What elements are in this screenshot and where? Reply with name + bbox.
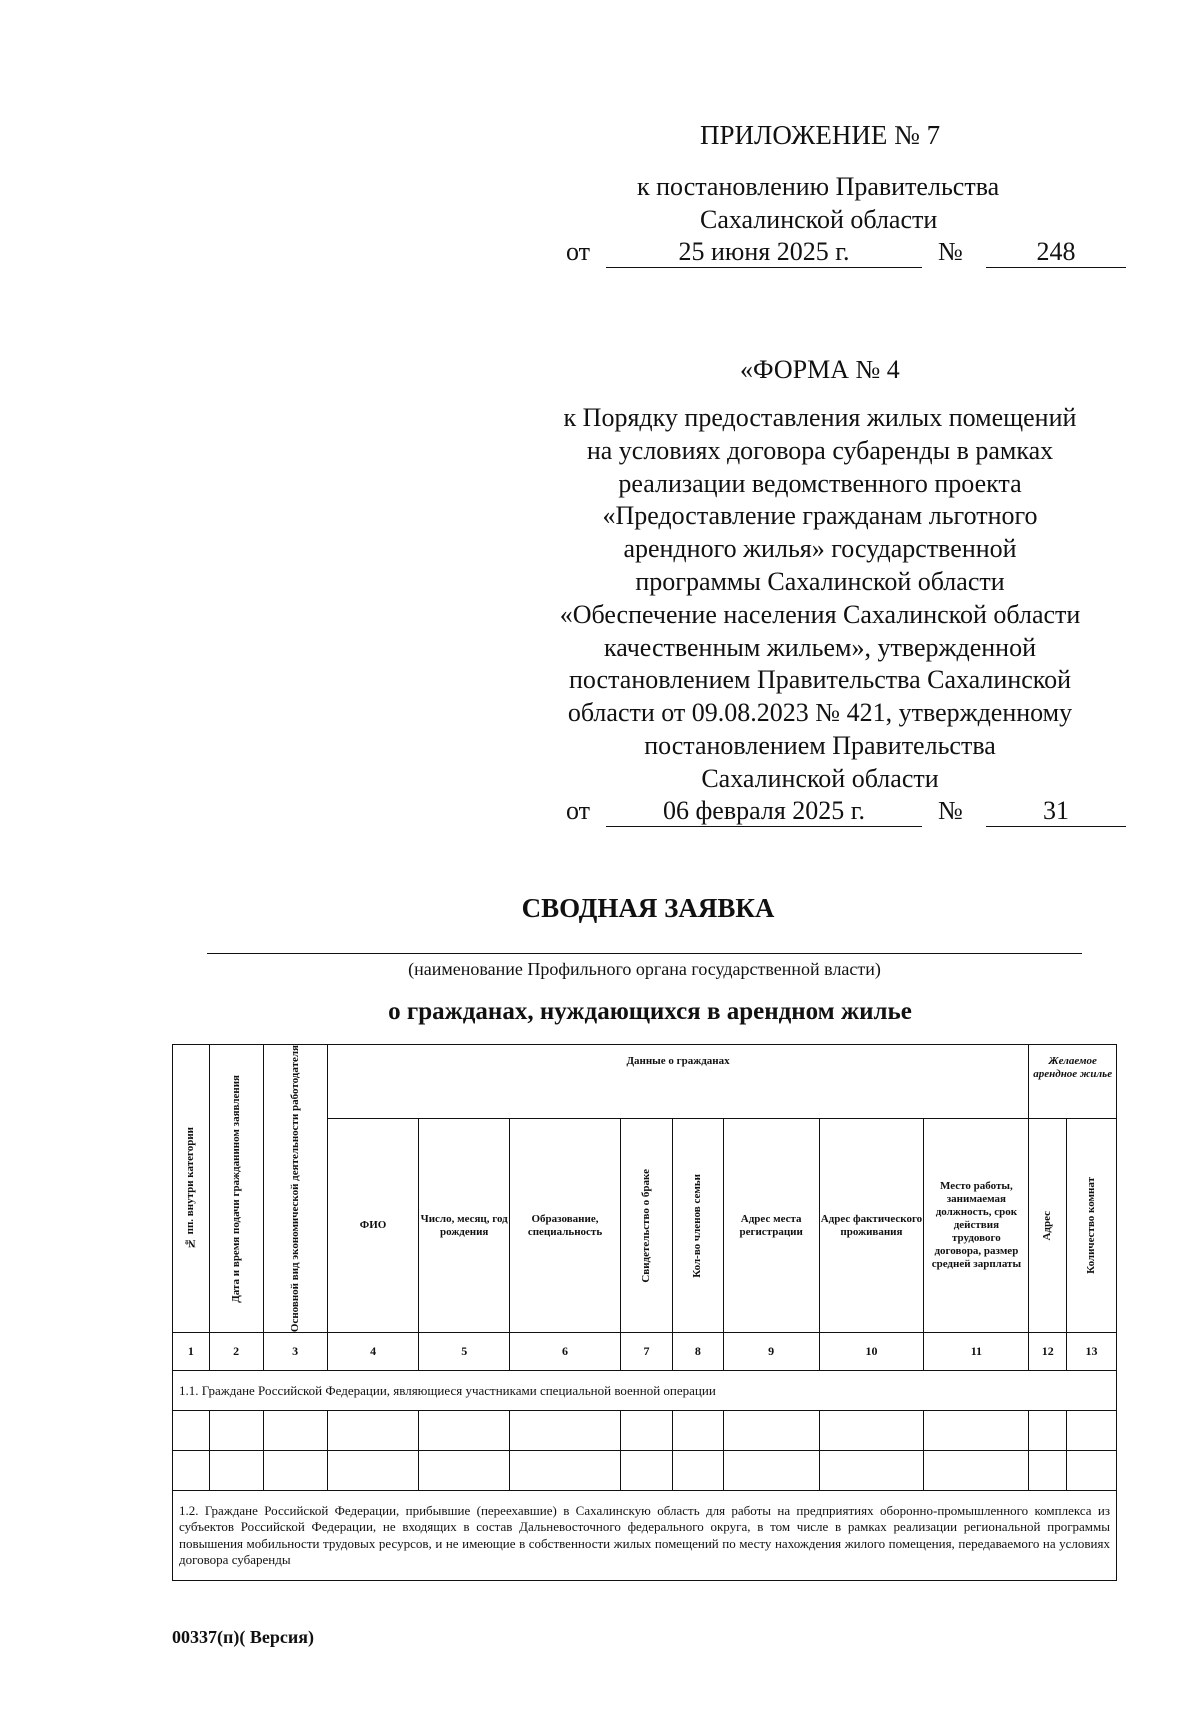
table-cell <box>327 1451 419 1491</box>
col-number: 2 <box>209 1333 263 1371</box>
header-activity: Основной вид экономической деятельности работодателя <box>263 1045 327 1333</box>
header-registration: Адрес места регистрации <box>723 1119 819 1333</box>
header-marriage: Свидетельство о браке <box>620 1119 672 1333</box>
decree-line-2: Сахалинской области <box>700 205 938 234</box>
col-number: 1 <box>173 1333 210 1371</box>
header-education: Образование, специальность <box>510 1119 621 1333</box>
col-number: 11 <box>924 1333 1029 1371</box>
form-description-line: к Порядку предоставления жилых помещений <box>563 403 1077 432</box>
date-prefix: от <box>566 237 591 266</box>
decree-date-row <box>566 237 1116 271</box>
date-prefix: от <box>566 796 591 825</box>
table-cell <box>819 1451 924 1491</box>
table-cell <box>723 1411 819 1451</box>
table-cell <box>924 1451 1029 1491</box>
table-cell <box>419 1451 510 1491</box>
table-cell <box>723 1451 819 1491</box>
application-table <box>172 1044 1117 1581</box>
table-cell <box>419 1411 510 1451</box>
header-citizens-group: Данные о гражданах <box>327 1045 1029 1119</box>
header-family: Кол-во членов семьи <box>672 1119 723 1333</box>
col-number: 12 <box>1029 1333 1067 1371</box>
form-description-line: на условиях договора субаренды в рамках <box>586 435 1054 465</box>
number-label: № <box>938 796 963 825</box>
form-date-row <box>566 796 1116 830</box>
table-cell <box>209 1451 263 1491</box>
main-title: СВОДНАЯ ЗАЯВКА <box>521 893 775 923</box>
section-2-heading: 1.2. Граждане Российской Федерации, прибывшие (переехавшие) в Сахалинскую область для работы на предприятиях оборонно-промышленного комплекса из субъектов Российской Федерации, не входящих в состав Дальневосточного федерального округа, в том числе в рамках реализации региональной программы повышения мобильности трудовых ресурсов, и не имеющие в собственности жилых помещений по месту нахождения жилого помещения, передаваемого на условиях договора субаренды <box>173 1491 1117 1581</box>
header-address: Адрес <box>1029 1119 1067 1333</box>
col-number: 7 <box>620 1333 672 1371</box>
subtitle: о гражданах, нуждающихся в арендном жилье <box>388 998 912 1025</box>
col-number: 5 <box>419 1333 510 1371</box>
form-number: 31 <box>986 796 1126 827</box>
table-row <box>173 1411 1117 1451</box>
form-description-line: постановлением Правительства Сахалинской <box>569 665 1071 695</box>
table-cell <box>672 1411 723 1451</box>
table-cell <box>510 1411 621 1451</box>
form-description-line: качественным жильем», утвержденной <box>603 632 1037 662</box>
table-cell <box>173 1411 210 1451</box>
form-description-line: «Обеспечение населения Сахалинской области <box>559 599 1081 629</box>
table-cell <box>620 1451 672 1491</box>
section-1-heading: 1.1. Граждане Российской Федерации, являющиеся участниками специальной военной операции <box>173 1371 1117 1411</box>
col-number: 3 <box>263 1333 327 1371</box>
table-cell <box>173 1451 210 1491</box>
table-cell <box>1029 1451 1067 1491</box>
table-cell <box>1067 1411 1117 1451</box>
form-description-line: арендного жилья» государственной <box>623 534 1017 564</box>
col-number: 8 <box>672 1333 723 1371</box>
header-rooms: Количество комнат <box>1067 1119 1117 1333</box>
table-row <box>173 1451 1117 1491</box>
header-actual-address: Адрес фактического проживания <box>819 1119 924 1333</box>
header-housing-group: Желаемое арендное жилье <box>1029 1045 1117 1119</box>
table-cell <box>510 1451 621 1491</box>
header-date: Дата и время подачи гражданином заявления <box>209 1045 263 1333</box>
form-description-line: Сахалинской области <box>701 763 939 793</box>
document-version-code: 00337(п)( Версия) <box>172 1627 314 1647</box>
number-label: № <box>938 237 963 266</box>
form-description-line: постановлением Правительства <box>644 730 996 760</box>
table-cell <box>672 1451 723 1491</box>
table-cell <box>620 1411 672 1451</box>
form-description <box>520 402 1120 796</box>
table-cell <box>1029 1411 1067 1451</box>
appendix-title: ПРИЛОЖЕНИЕ № 7 <box>700 120 941 150</box>
header-no: № пп. внутри категории <box>173 1045 210 1333</box>
table-cell <box>327 1411 419 1451</box>
header-work: Место работы, занимаемая должность, срок действия трудового договора, размер средней зарплаты <box>924 1119 1029 1333</box>
decree-number: 248 <box>986 237 1126 268</box>
form-description-line: «Предоставление гражданам льготного <box>602 501 1038 531</box>
col-number: 6 <box>510 1333 621 1371</box>
table-cell <box>263 1451 327 1491</box>
table-cell <box>924 1411 1029 1451</box>
form-description-line: реализации ведомственного проекта <box>618 468 1022 498</box>
col-number: 4 <box>327 1333 419 1371</box>
table-cell <box>819 1411 924 1451</box>
form-date: 06 февраля 2025 г. <box>606 796 922 827</box>
table-cell <box>263 1411 327 1451</box>
col-number: 13 <box>1067 1333 1117 1371</box>
col-number: 10 <box>819 1333 924 1371</box>
decree-line-1: к постановлению Правительства <box>637 172 1000 201</box>
form-description-line: области от 09.08.2023 № 421, утвержденному <box>567 698 1073 728</box>
col-number: 9 <box>723 1333 819 1371</box>
table-cell <box>1067 1451 1117 1491</box>
table-cell <box>209 1411 263 1451</box>
org-caption: (наименование Профильного органа государственной власти) <box>408 959 881 979</box>
org-name-line <box>207 953 1082 954</box>
decree-date: 25 июня 2025 г. <box>606 237 922 268</box>
header-birth: Число, месяц, год рождения <box>419 1119 510 1333</box>
form-title: «ФОРМА № 4 <box>740 355 900 384</box>
header-fio: ФИО <box>327 1119 419 1333</box>
form-description-line: программы Сахалинской области <box>635 566 1005 596</box>
